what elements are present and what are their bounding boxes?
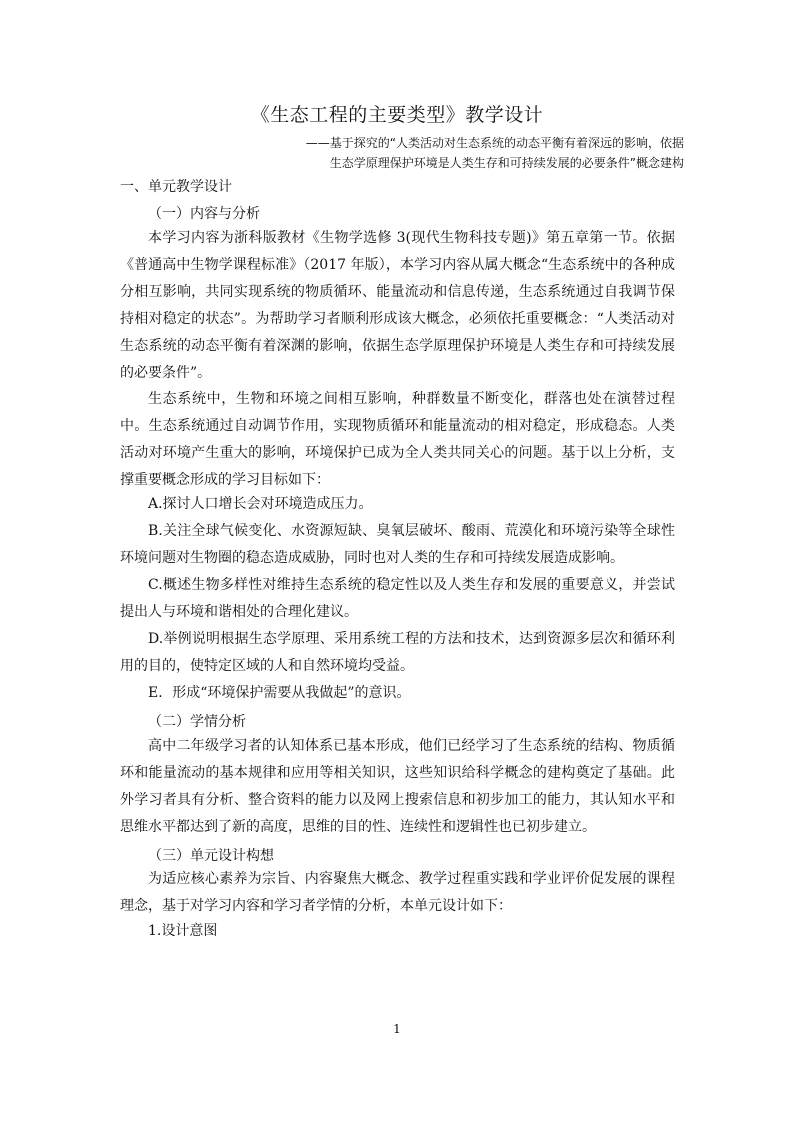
objective-d: D.举例说明根据生态学原理、采用系统工程的方法和技术，达到资源多层次和循环利用的目的，使特定区域的人和自然环境均受益。 xyxy=(120,631,675,674)
subtitle-line-2: 生态学原理保护环境是人类生存和可持续发展的必要条件”概念建构 xyxy=(329,156,684,170)
objective-c: C.概述生物多样性对维持生态系统的稳定性以及人类生存和发展的重要意义，并尝试提出人与环境和谐相处的合理化建议。 xyxy=(120,577,675,620)
paragraph-unit-concept: 为适应核心素养为宗旨、内容聚焦大概念、教学过程重实践和学业评价促发展的课程理念，基于对学习内容和学习者学情的分析，本单元设计如下： xyxy=(120,871,675,914)
paragraph-content-source: 本学习内容为浙科版教材《生物学选修 3(现代生物科技专题)》第五章第一节。依据《普通高中生物学课程标准》（2017 年版），本学习内容从属大概念“生态系统中的各种成分相互影响，共同实现系统的物质循环、能量流动和信息传递，生态系统通过自我调节保持相对稳定的状态”。为帮助学习者顺利形成该大概念，必须依托重要概念：“人类活动对生态系统的动态平衡有着深渊的影响，依据生态学原理保护环境是人类生存和可持续发展的必要条件”。 xyxy=(120,230,675,381)
paragraph-ecosystem: 生态系统中，生物和环境之间相互影响，种群数量不断变化，群落也处在演替过程中。生态系统通过自动调节作用，实现物质循环和能量流动的相对稳定，形成稳态。人类活动对环境产生重大的影响，环境保护已成为全人类共同关心的问题。基于以上分析，支撑重要概念形成的学习目标如下： xyxy=(120,391,675,488)
objective-e: E．形成“环境保护需要从我做起”的意识。 xyxy=(148,685,411,701)
subsection-heading-content-analysis: （一）内容与分析 xyxy=(148,206,260,222)
paragraph-learner-analysis: 高中二年级学习者的认知体系已基本形成，他们已经学习了生态系统的结构、物质循环和能量流动的基本规律和应用等相关知识，这些知识给科学概念的建构奠定了基础。此外学习者具有分析、整合资料的能力以及网上搜索信息和初步加工的能力，其认知水平和思维水平都达到了新的高度，思维的目的性、连续性和逻辑性也已初步建立。 xyxy=(120,738,675,835)
document-title: 《生态工程的主要类型》教学设计 xyxy=(250,104,544,126)
section-heading-unit-design: 一、单元教学设计 xyxy=(120,179,232,195)
objective-a: A.探讨人口增长会对环境造成压力。 xyxy=(148,496,373,512)
subsection-heading-learner-analysis: （二）学情分析 xyxy=(148,714,246,730)
subsection-heading-unit-concept: （三）单元设计构想 xyxy=(148,848,274,864)
subtitle-line-1: ——基于探究的“人类活动对生态系统的动态平衡有着深远的影响，依据 xyxy=(305,136,684,150)
page-number: 1 xyxy=(393,1022,401,1036)
objective-b: B.关注全球气候变化、水资源短缺、臭氧层破坏、酸雨、荒漠化和环境污染等全球性环境问题对生物圈的稳态造成威胁，同时也对人类的生存和可持续发展造成影响。 xyxy=(120,523,675,566)
design-intent-heading: 1.设计意图 xyxy=(148,923,218,939)
